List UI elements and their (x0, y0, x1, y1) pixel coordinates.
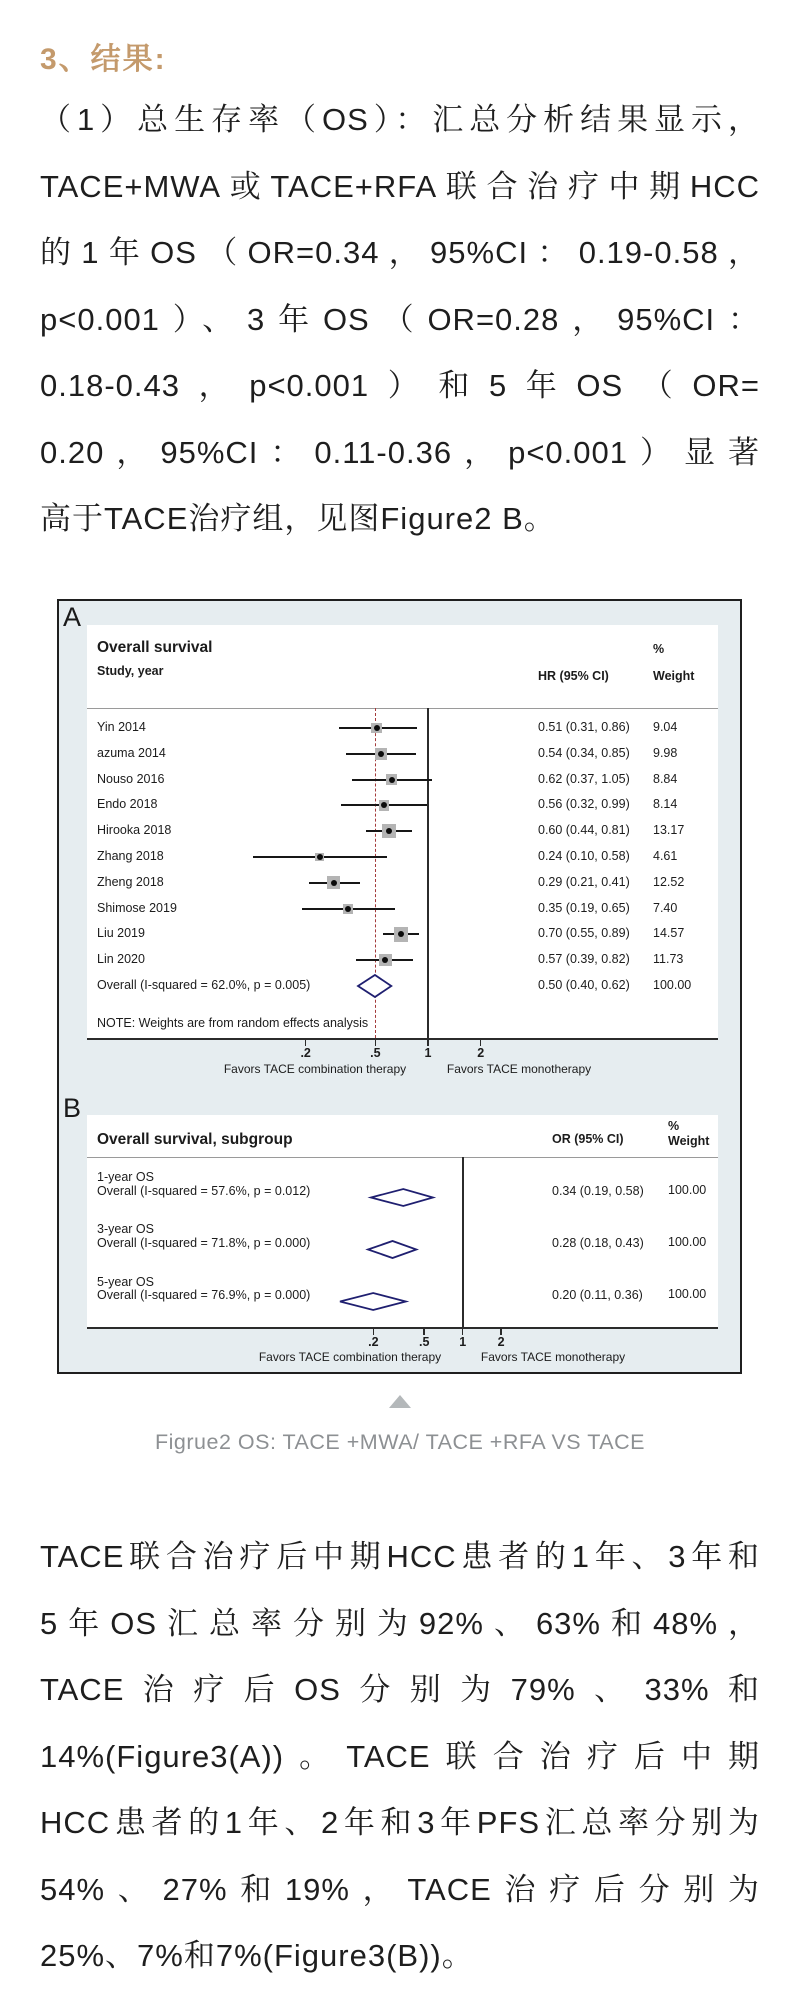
null-line (462, 1157, 464, 1327)
study-column-header: Study, year (97, 664, 164, 678)
point-marker (374, 725, 380, 731)
effect-text: 0.24 (0.10, 0.58) (538, 849, 630, 863)
paragraph-line: 54%、27%和19%，TACE治疗后分别为 (40, 1871, 760, 1907)
overall-diamond (356, 973, 393, 999)
effect-text: 0.20 (0.11, 0.36) (552, 1288, 643, 1302)
favors-left-label: Favors TACE combination therapy (223, 1062, 407, 1076)
effect-text: 0.35 (0.19, 0.65) (538, 900, 630, 915)
axis-tick-label: .5 (370, 1046, 381, 1060)
pooled-diamond (338, 1291, 408, 1312)
effect-text: 0.50 (0.40, 0.62) (538, 978, 630, 992)
weight-text: 11.73 (653, 952, 684, 967)
weight-text: 14.57 (653, 926, 685, 941)
axis-tick-label: .2 (368, 1335, 379, 1349)
effect-text: 0.62 (0.37, 1.05) (538, 771, 630, 786)
effect-text: 0.34 (0.19, 0.58) (552, 1184, 644, 1198)
group-label: 3-year OS (97, 1222, 154, 1236)
closing-paragraph (40, 1524, 760, 1990)
paragraph-line: 0.20，95%CI：0.11-0.36，p<0.001）显著 (40, 434, 760, 470)
weight-text: 13.17 (653, 823, 685, 838)
paragraph-line: 5年OS汇总率分别为92%、63%和48%， (40, 1605, 760, 1641)
pooled-label: Overall (I-squared = 57.6%, p = 0.012) (97, 1184, 311, 1198)
effect-text: 0.60 (0.44, 0.81) (538, 823, 630, 838)
paragraph-line: TACE治疗后OS分别为79%、33%和 (40, 1672, 760, 1707)
paragraph-line: 的1年OS（OR=0.34，95%CI：0.19-0.58， (40, 235, 760, 270)
point-marker (345, 906, 351, 912)
weight-text: 100.00 (653, 978, 692, 992)
effect-column-header: OR (95% CI) (552, 1132, 624, 1146)
pooled-label: Overall (I-squared = 71.8%, p = 0.000) (97, 1236, 311, 1250)
weight-column-header: Weight (653, 669, 695, 683)
weight-text: 7.40 (653, 900, 678, 915)
effect-text: 0.54 (0.34, 0.85) (538, 745, 630, 760)
study-label: Nouso 2016 (97, 771, 165, 786)
panel-a (87, 625, 718, 1040)
effect-column-header: HR (95% CI) (538, 669, 609, 683)
effect-text: 0.28 (0.18, 0.43) (552, 1236, 644, 1250)
favors-right-label: Favors TACE monotherapy (446, 1062, 592, 1076)
study-label: azuma 2014 (97, 745, 166, 760)
weight-text: 100.00 (668, 1183, 707, 1197)
percent-column-header: % (668, 1119, 680, 1133)
section-heading: 3、结果: (40, 43, 167, 76)
study-label: Lin 2020 (97, 952, 145, 967)
group-label: 1-year OS (97, 1170, 154, 1184)
panel-a-title: Overall survival (97, 639, 213, 656)
effect-text: 0.51 (0.31, 0.86) (538, 720, 630, 734)
weight-text: 12.52 (653, 874, 685, 889)
panel-b-title: Overall survival, subgroup (97, 1131, 293, 1148)
panel-b (87, 1115, 718, 1329)
paragraph-line: TACE联合治疗后中期HCC患者的1年、3年和 (40, 1539, 760, 1574)
percent-column-header: % (653, 642, 665, 656)
point-marker (378, 751, 384, 757)
paragraph-line: HCC患者的1年、2年和3年PFS汇总率分别为 (40, 1805, 760, 1840)
intro-paragraph (40, 87, 760, 553)
paragraph-line: 14%(Figure3(A))。TACE联合治疗后中期 (40, 1738, 760, 1774)
group-label: 5-year OS (97, 1275, 154, 1289)
paragraph-line: 25%、7%和7%(Figure3(B))。 (40, 1938, 474, 1973)
study-label: Yin 2014 (97, 720, 146, 734)
study-label: Endo 2018 (97, 797, 158, 812)
point-marker (317, 854, 323, 860)
favors-right-label: Favors TACE monotherapy (480, 1350, 626, 1364)
panel-b-label: B (63, 1093, 82, 1123)
effect-text: 0.56 (0.32, 0.99) (538, 797, 630, 812)
axis-tick-label: .5 (419, 1335, 430, 1349)
study-label: Hirooka 2018 (97, 823, 172, 838)
weight-text: 4.61 (653, 849, 678, 863)
study-label: Zhang 2018 (97, 849, 164, 863)
weight-text: 8.84 (653, 771, 678, 786)
note-text: NOTE: Weights are from random effects analysis (97, 1016, 369, 1030)
weight-text: 9.04 (653, 720, 678, 734)
paragraph-line: 高于TACE治疗组，见图Figure2 B。 (40, 501, 556, 536)
paragraph-line: TACE+MWA或TACE+RFA联合治疗中期HCC (40, 168, 760, 204)
paragraph-line: p<0.001）、3年OS（OR=0.28，95%CI： (40, 301, 760, 337)
axis-tick-label: 1 (459, 1335, 467, 1349)
pooled-label: Overall (I-squared = 76.9%, p = 0.000) (97, 1288, 311, 1302)
effect-text: 0.57 (0.39, 0.82) (538, 952, 630, 967)
figure-caption: Figrue2 OS: TACE +MWA/ TACE +RFA VS TACE (155, 1430, 645, 1454)
point-marker (331, 880, 337, 886)
effect-text: 0.70 (0.55, 0.89) (538, 926, 630, 941)
overall-label: Overall (I-squared = 62.0%, p = 0.005) (97, 978, 311, 992)
weight-text: 9.98 (653, 745, 678, 760)
favors-left-label: Favors TACE combination therapy (258, 1350, 442, 1364)
pooled-diamond (366, 1239, 418, 1260)
collapse-arrow-icon (389, 1395, 411, 1408)
panel-a-label: A (63, 602, 82, 632)
axis-tick-label: 1 (424, 1046, 432, 1060)
effect-text: 0.29 (0.21, 0.41) (538, 874, 630, 889)
weight-text: 100.00 (668, 1235, 707, 1249)
study-label: Liu 2019 (97, 926, 145, 941)
axis-tick-label: 2 (477, 1046, 485, 1060)
null-line (427, 708, 429, 1038)
study-label: Shimose 2019 (97, 900, 177, 915)
point-marker (389, 777, 395, 783)
weight-text: 100.00 (668, 1287, 707, 1301)
pooled-diamond (369, 1187, 435, 1208)
axis-tick-label: 2 (497, 1335, 505, 1349)
paragraph-line: 0.18-0.43，p<0.001）和5年OS（OR= (40, 368, 760, 403)
study-label: Zheng 2018 (97, 874, 164, 889)
figure2-forest-plot (57, 599, 742, 1374)
axis-tick-label: .2 (300, 1046, 311, 1060)
weight-column-header: Weight (668, 1134, 710, 1148)
paragraph-line: （1）总生存率（OS）：汇总分析结果显示， (40, 102, 760, 137)
weight-text: 8.14 (653, 797, 678, 812)
